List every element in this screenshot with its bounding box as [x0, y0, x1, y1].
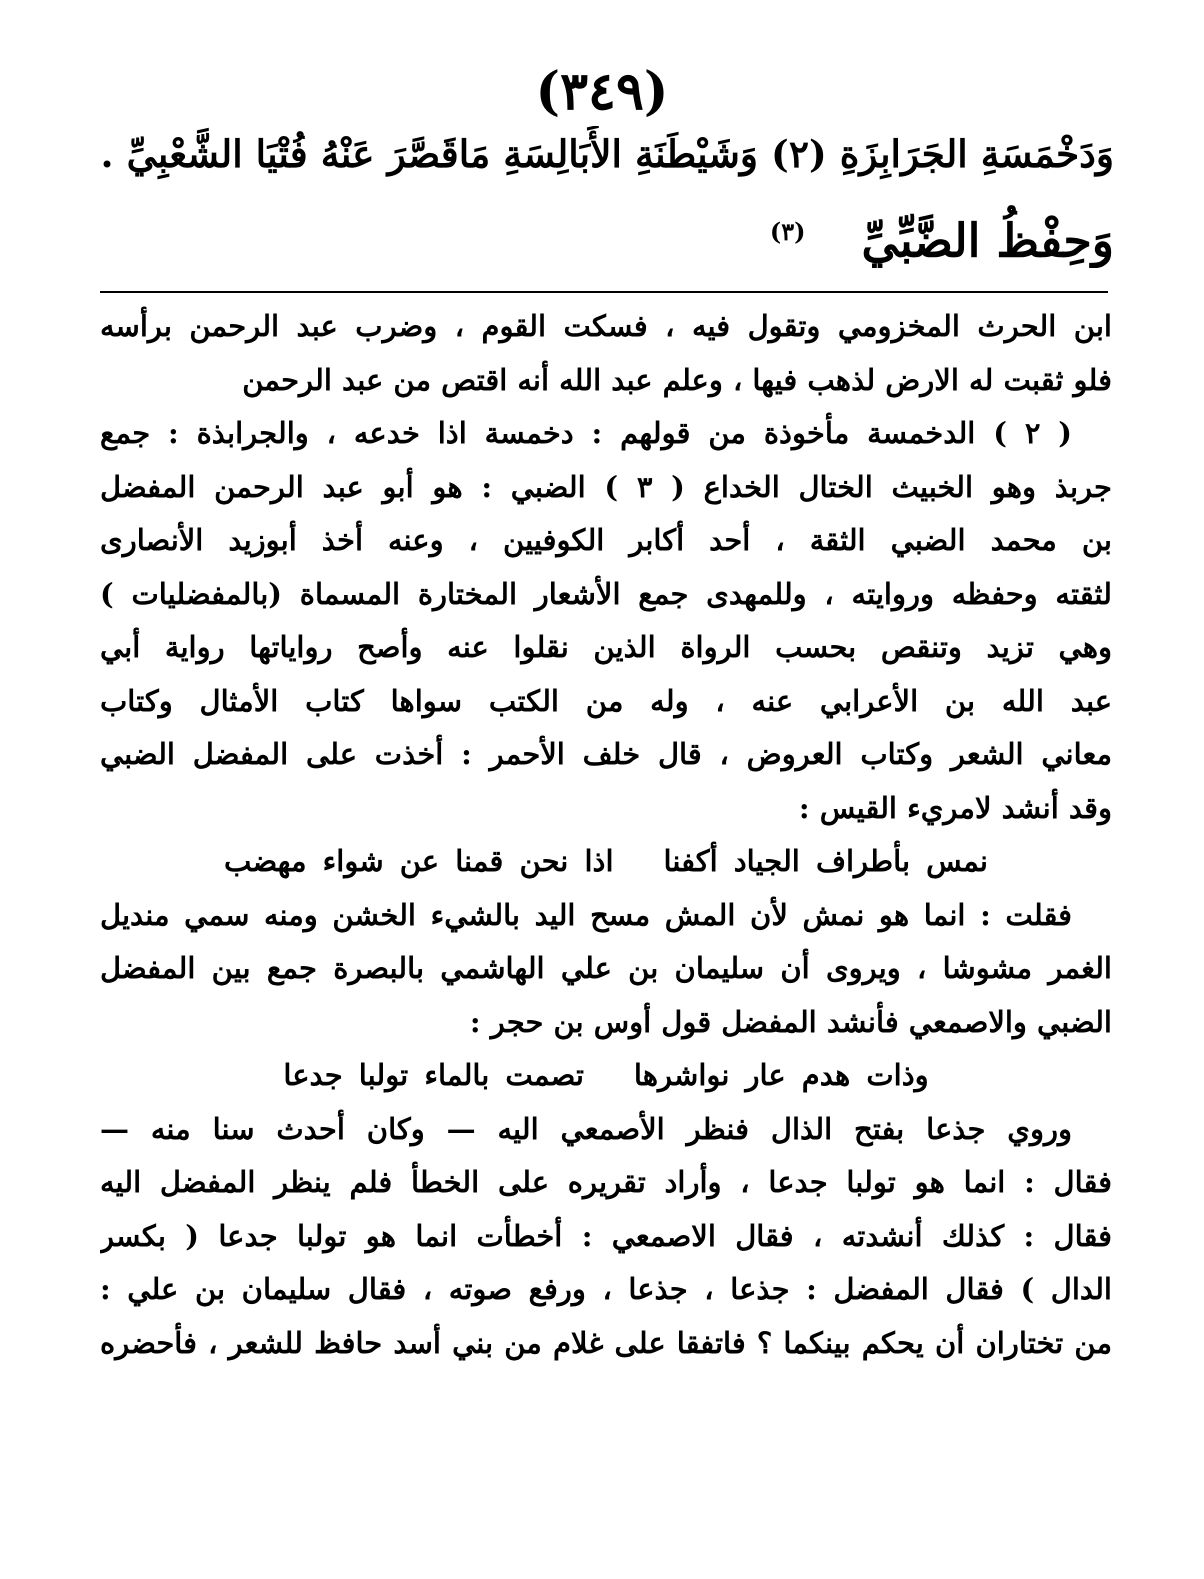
main-text-line-1: وَدَخْمَسَةِ الجَرَابِزَةِ (٢) وَشَيْطَنَةِ الأَبَالِسَةِ مَاقَصَّرَ عَنْهُ فُتْيَا الشَّعْبِيِّ .	[100, 132, 1114, 176]
verse-hemistich-2: تصمت بالماء تولبا جدعا	[283, 1058, 584, 1092]
main-text-line-2-body: وَحِفْظُ الضَّبِّيِّ	[861, 213, 1114, 268]
verse-line	[100, 1049, 1112, 1103]
footnote-line: فقال : انما هو تولبا جدعا ، وأراد تقريره على الخطأ فلم ينظر المفضل اليه	[100, 1165, 1112, 1199]
footnote-line: عبد الله بن الأعرابي عنه ، وله من الكتب سواها كتاب الأمثال وكتاب	[100, 683, 1112, 718]
footnote-line: فقال : كذلك أنشدته ، فقال الاصمعي : أخطأت انما هو تولبا جدعا ( بكسر	[100, 1218, 1112, 1253]
footnote-line: من تختاران أن يحكم بينكما ؟ فاتفقا على غلام من بني أسد حافظ للشعر ، فأحضره	[100, 1325, 1112, 1360]
footnotes-block	[100, 300, 1112, 1370]
page-number: (٣٤٩)	[535, 61, 669, 122]
footnote-reference: (٣)	[769, 217, 806, 246]
footnote-line: ( ٢ ) الدخمسة مأخوذة من قولهم : دخمسة اذا خدعه ، والجرابذة : جمع	[100, 416, 1072, 450]
footnote-divider	[100, 291, 1108, 293]
verse-hemistich-1: نمس بأطراف الجياد أكفنا	[663, 844, 988, 878]
verse-line	[100, 835, 1112, 889]
footnote-line: الدال ) فقال المفضل : جذعا ، جذعا ، ورفع صوته ، فقال سليمان بن علي :	[100, 1272, 1112, 1306]
footnote-line: لثقته وحفظه وروايته ، وللمهدى جمع الأشعار المختارة المسماة (بالمفضليات )	[100, 576, 1112, 611]
footnote-line: فقلت : انما هو نمش لأن المش مسح اليد بالشيء الخشن ومنه سمي منديل	[100, 897, 1072, 932]
footnote-line: جربذ وهو الخبيث الختال الخداع ( ٣ ) الضبي : هو أبو عبد الرحمن المفضل	[100, 469, 1112, 504]
main-text-line-2	[100, 204, 1114, 268]
footnote-line: بن محمد الضبي الثقة ، أحد أكابر الكوفيين ، وعنه أخذ أبوزيد الأنصارى	[100, 523, 1112, 557]
footnote-line: وقد أنشد لامريء القيس :	[798, 790, 1112, 825]
footnote-line: الضبي والاصمعي فأنشد المفضل قول أوس بن حجر :	[469, 1004, 1112, 1039]
footnote-line: الغمر مشوشا ، ويروى أن سليمان بن علي الهاشمي بالبصرة جمع بين المفضل	[100, 951, 1112, 985]
footnote-line: فلو ثقبت له الارض لذهب فيها ، وعلم عبد الله أنه اقتص من عبد الرحمن	[242, 362, 1112, 397]
footnote-line: معاني الشعر وكتاب العروض ، قال خلف الأحمر : أخذت على المفضل الضبي	[100, 737, 1112, 771]
verse-hemistich-2: اذا نحن قمنا عن شواء مهضب	[224, 844, 614, 878]
footnote-line: ابن الحرث المخزومي وتقول فيه ، فسكت القوم ، وضرب عبد الرحمن برأسه	[100, 309, 1112, 343]
footnote-line: وهي تزيد وتنقص بحسب الرواة الذين نقلوا عنه وأصح رواياتها رواية أبي	[100, 630, 1112, 664]
verse-hemistich-1: وذات هدم عار نواشرها	[633, 1058, 929, 1092]
footnote-line: وروي جذعا بفتح الذال فنظر الأصمعي اليه — وكان أحدث سنا منه —	[100, 1111, 1072, 1146]
